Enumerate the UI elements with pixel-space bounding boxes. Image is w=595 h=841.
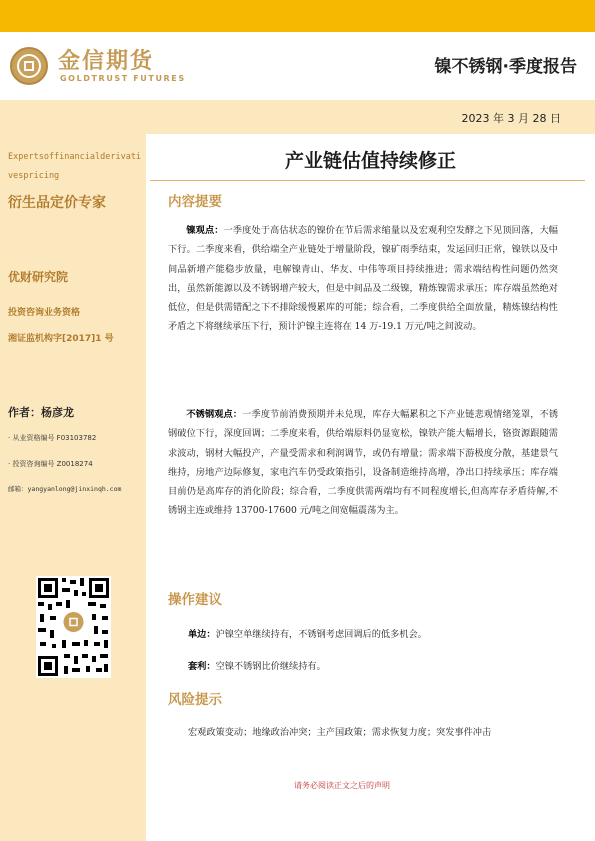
qualification-line-2: 湘证监机构字[2017]1 号: [8, 334, 114, 344]
company-name-cn: 金信期货: [58, 49, 155, 74]
stainless-paragraph: [168, 405, 558, 521]
slogan-cn: 衍生品定价专家: [8, 195, 106, 211]
author-name: 作者：杨彦龙: [8, 406, 74, 419]
operation-single-line: [188, 626, 427, 640]
operation-arbitrage-line: [188, 658, 326, 672]
report-title: 镍不锈钢·季度报告: [434, 57, 577, 77]
risk-text: 宏观政策变动；地缘政治冲突；主产国政策；需求恢复力度；突发事件冲击: [188, 727, 492, 738]
author-email: 邮箱：yangyanlong@jinxinqh.com: [8, 485, 122, 493]
nickel-text: 一季度处于高估状态的镍价在节后需求缩量以及宏观利空发酵之下见顶回落，大幅下行。二季度来看，供给端全产业链处于增量阶段，镍矿雨季结束，发运回归正常，镍铁以及中间品新增产能稳步放量，电解镍青山、华友、中伟等项目持续推进；需求端结构性问题仍然突出，虽然新能源以及不锈钢增产较大，但是中间品及二级镍，精炼镍需求承压；库存端虽然绝对低位，但是供需错配之下不排除缓慢累库的可能；综合看，二季度供给全面放量，精炼镍结构性矛盾之下将继续承压下行，预计沪镍主连将在 14 万-19.1 万元/吨之间波动。: [168, 225, 558, 333]
nickel-label: 镍观点：: [186, 225, 224, 236]
qr-code-icon: [36, 576, 111, 678]
company-name-en: GOLDTRUST FUTURES: [60, 74, 186, 83]
license-number: · 从业资格编号 F03103782: [8, 434, 97, 442]
stainless-label: 不锈钢观点：: [186, 409, 243, 420]
section-operation-heading: 操作建议: [168, 592, 222, 608]
report-date: 2023 年 3 月 28 日: [461, 112, 561, 125]
operation-arbitrage-text: 空镍不锈钢比价继续持有。: [215, 661, 326, 672]
advisory-number: · 投资咨询编号 Z0018274: [8, 460, 93, 468]
top-accent-bar: [0, 0, 595, 32]
operation-single-label: 单边：: [188, 629, 216, 640]
operation-single-text: 沪镍空单继续持有，不锈钢考虑回调后的低多机会。: [215, 629, 427, 640]
institute-name: 优财研究院: [8, 270, 69, 284]
header: [0, 32, 595, 100]
slogan-en: Expertsoffinancialderivativespricing: [8, 152, 142, 181]
nickel-paragraph: [168, 221, 558, 337]
operation-arbitrage-label: 套利：: [188, 661, 216, 672]
section-risk-heading: 风险提示: [168, 692, 222, 708]
section-summary-heading: 内容提要: [168, 194, 222, 210]
stainless-text: 一季度节前消费预期并未兑现，库存大幅累积之下产业链悲观情绪笼罩，不锈钢破位下行，深度回调；二季度来看，供给端原料仍显宽松，镍铁产能大幅增长，铬资源跟随需求波动，钢材大幅投产，产量受需求和利润调节，或仍有增量；需求端下游极度分散，基建景气维持，房地产边际修复，家电汽车仍受政策指引，设备制造维持高增，净出口持续承压；库存端目前仍是高库存的消化阶段；综合看，二季度供需两端均有不同程度增长,但高库存矛盾待解,不锈钢主连或维持 13700-17600 元/吨之间宽幅震荡为主。: [168, 409, 559, 517]
disclaimer: 请务必阅读正文之后的声明: [294, 781, 390, 790]
qualification-line-1: 投资咨询业务资格: [8, 308, 81, 318]
company-logo-icon: [10, 47, 48, 85]
main-title: 产业链估值持续修正: [284, 150, 456, 172]
title-divider: [150, 180, 585, 181]
